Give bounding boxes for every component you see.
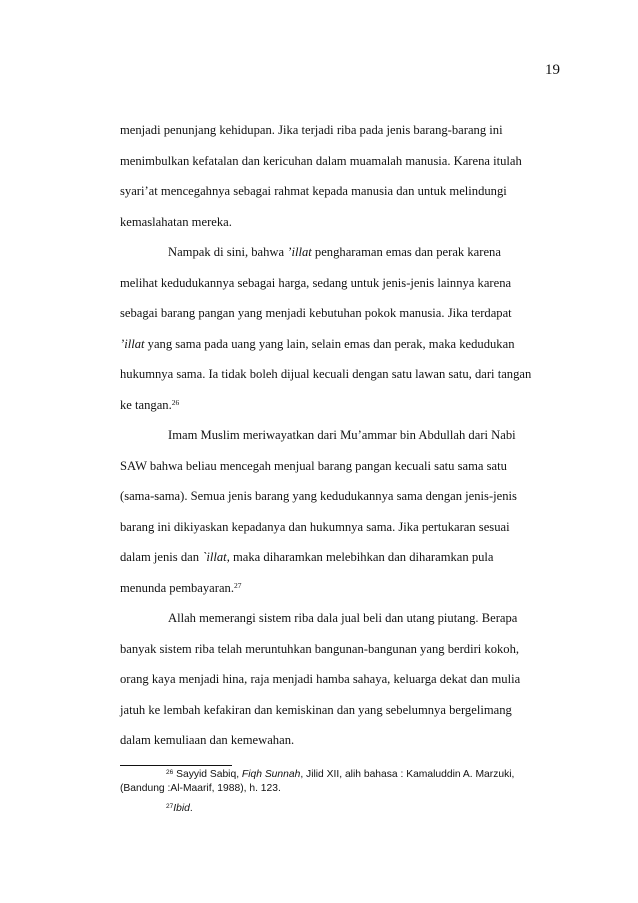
text-line: (sama-sama). Semua jenis barang yang kedudukannya sama dengan jenis-jenis — [120, 489, 517, 503]
paragraph-start-line: Allah memerangi sistem riba dala jual beli dan utang piutang. Berapa — [168, 611, 518, 625]
footnote-number: 26 — [166, 769, 174, 776]
text-line: menimbulkan kefatalan dan kericuhan dalam muamalah manusia. Karena itulah — [120, 153, 522, 168]
footnote-ref[interactable]: 26 — [171, 397, 180, 407]
paragraph-start-line: Nampak di sini, bahwa ’illat pengharaman emas dan perak karena — [168, 245, 501, 259]
text-line: dalam jenis dan `illat, maka diharamkan melebihkan dan diharamkan pula — [120, 550, 494, 564]
text-line: hukumnya sama. Ia tidak boleh dijual kecuali dengan satu lawan satu, dari tangan — [120, 367, 532, 381]
footnote-number: 27 — [166, 803, 174, 810]
text-line: ’illat yang sama pada uang yang lain, selain emas dan perak, maka kedudukan — [120, 336, 515, 351]
text-line: sebagai barang pangan yang menjadi kebutuhan pokok manusia. Jika terdapat — [120, 306, 512, 320]
text-line: SAW bahwa beliau mencegah menjual barang pangan kecuali satu sama satu — [120, 458, 507, 473]
text-line: jatuh ke lembah kefakiran dan kemiskinan dan yang sebelumnya bergelimang — [120, 702, 512, 717]
text-line: dalam kemuliaan dan kemewahan. — [120, 733, 295, 747]
text-line: banyak sistem riba telah meruntuhkan bangunan-bangunan yang berdiri kokoh, — [120, 641, 520, 656]
text-line: kemaslahatan mereka. — [120, 214, 232, 229]
text-line: melihat kedudukannya sebagai harga, sedang untuk jenis-jenis lainnya karena — [120, 275, 512, 290]
text-line: barang ini dikiyaskan kepadanya dan hukumnya sama. Jika pertukaran sesuai — [120, 519, 510, 534]
text-line: menjadi penunjang kehidupan. Jika terjadi riba pada jenis barang-barang ini — [120, 123, 503, 137]
text-line: syari’at mencegahnya sebagai rahmat kepada manusia dan untuk melindungi — [120, 184, 507, 198]
footnote-27: $^{27}$Ibid. — [166, 803, 193, 814]
italic-term: ’illat — [120, 336, 145, 351]
footnote-ref[interactable]: 27 — [234, 580, 242, 590]
body-text — [120, 120, 562, 761]
italic-term: ’illat — [287, 245, 312, 259]
paragraph-start-line: Imam Muslim meriwayatkan dari Mu’ammar bin Abdullah dari Nabi — [168, 428, 516, 442]
italic-term: `illat — [202, 550, 227, 564]
text-line: orang kaya menjadi hina, raja menjadi hamba sahaya, keluarga dekat dan mulia — [120, 672, 521, 686]
text-line: menunda pembayaran.$^{27}$ — [120, 580, 242, 595]
footnote-separator — [120, 765, 232, 766]
footnote-26: $^{26}$ Sayyid Sabiq, Fiqh Sunnah, Jilid XII, alih bahasa : Kamaluddin A. Marzuki, (Bandung :Al-Maarif, 1988), h. 123. — [120, 769, 515, 794]
text-line: ke tangan.$^{26}$ — [120, 397, 180, 412]
page-number: 19 — [545, 62, 560, 78]
